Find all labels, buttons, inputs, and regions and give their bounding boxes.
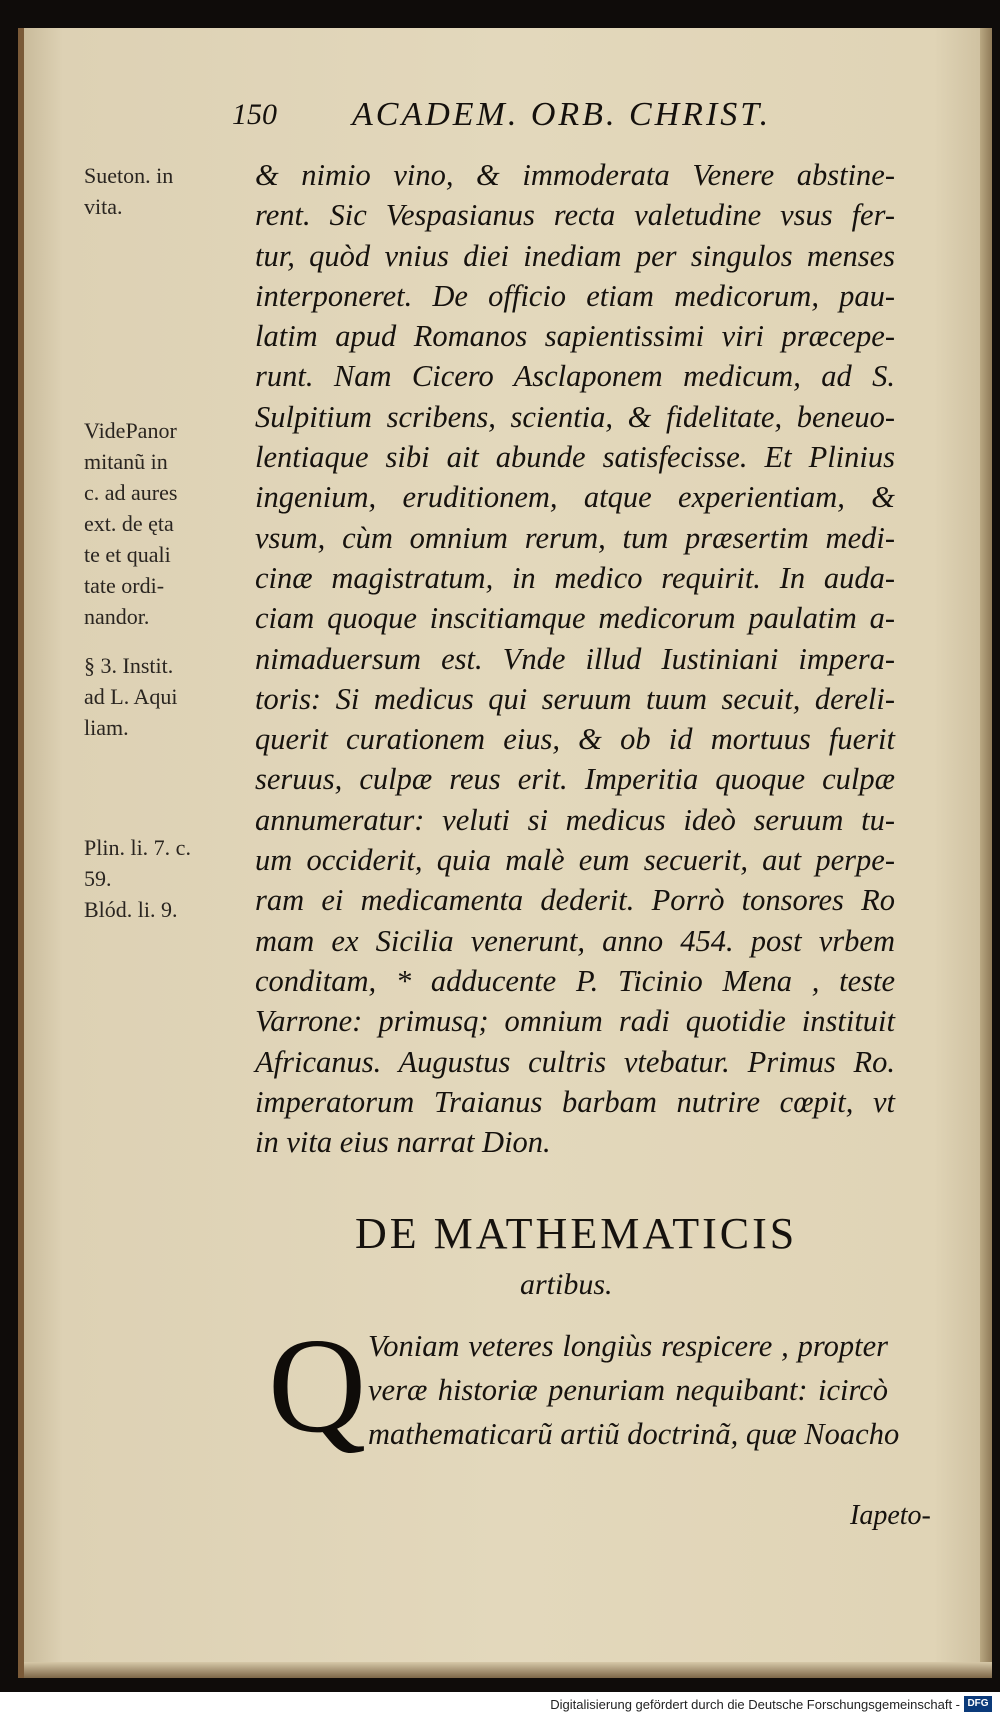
page-number: 150 (232, 98, 277, 131)
text-line: tur, quòd vnius diei inediam per singulos menses (255, 238, 895, 273)
marginal-note-line: mitanũ in (84, 449, 168, 474)
text-line: nimaduersum est. Vnde illud Iustiniani impera- (255, 641, 895, 676)
text-line: & nimio vino, & immoderata Venere abstine- (255, 158, 895, 192)
running-title: ACADEM. ORB. CHRIST. (352, 96, 772, 133)
marginal-note-line: te et quali (84, 542, 171, 567)
text-line: runt. Nam Cicero Asclaponem medicum, ad S. (255, 359, 895, 394)
text-line: veræ historiæ penuriam nequibant: icircò (368, 1373, 888, 1407)
marginal-note-line: Blód. li. 9. (84, 897, 178, 922)
dfg-logo: DFG (964, 1696, 992, 1712)
marginal-note (84, 832, 249, 925)
text-line: ram ei medicamenta dederit. Porrò tonsores Ro (255, 883, 895, 918)
text-line: lentiaque sibi ait abunde satisfecisse. Et Plinius (255, 440, 895, 475)
text-line: Voniam veteres longiùs respicere , propter (368, 1329, 888, 1363)
marginal-note (84, 650, 249, 743)
text-line: querit curationem eius, & ob id mortuus fuerit (255, 722, 895, 757)
funding-credit: Digitalisierung gefördert durch die Deutsche Forschungsgemeinschaft - (550, 1697, 960, 1712)
marginal-note-line: tate ordi- (84, 573, 165, 598)
marginal-note-line: nandor. (84, 604, 150, 629)
marginal-note-line: 59. (84, 866, 112, 891)
text-line: Africanus. Augustus cultris vtebatur. Primus Ro. (255, 1044, 895, 1079)
text-line: mathematicarũ artiũ doctrinã, quæ Noacho (368, 1417, 900, 1451)
section-heading: DE MATHEMATICIS (355, 1209, 798, 1258)
drop-cap-initial: Q (268, 1311, 367, 1461)
text-line: Sulpitium scribens, scientia, & fidelitate, beneuo- (255, 399, 895, 434)
marginal-note-line: § 3. Instit. (84, 653, 174, 678)
section-subheading: artibus. (520, 1268, 613, 1301)
text-line: imperatorum Traianus barbam nutrire cœpit, vt (255, 1084, 895, 1119)
text-line: Varrone: primusq; omnium radi quotidie instituit (255, 1004, 895, 1039)
footer-strip (0, 1692, 1000, 1718)
catchword: Iapeto- (850, 1500, 931, 1531)
text-line: mam ex Sicilia venerunt, anno 454. post vrbem (255, 923, 895, 958)
text-line: latim apud Romanos sapientissimi viri præcepe- (255, 319, 895, 354)
text-line: ciam quoque inscitiamque medicorum paulatim a- (255, 601, 895, 636)
text-line: um occiderit, quia malè eum secuerit, aut perpe- (255, 843, 895, 878)
page-edge-bottom (24, 1662, 992, 1678)
marginal-note-line: Plin. li. 7. c. (84, 835, 191, 860)
marginal-note-line: c. ad aures (84, 480, 178, 505)
marginal-note-line: ad L. Aqui (84, 684, 178, 709)
text-line: interponeret. De officio etiam medicorum, pau- (255, 278, 895, 313)
text-line: conditam, * adducente P. Ticinio Mena , teste (255, 963, 895, 998)
text-line: rent. Sic Vespasianus recta valetudine vsus fer- (255, 198, 895, 233)
text-line: toris: Si medicus qui seruum tuum secuit, dereli- (255, 681, 895, 716)
text-line: ingenium, eruditionem, atque experientiam, & (255, 480, 895, 515)
page-edge-right (980, 28, 992, 1678)
text-line: annumeratur: veluti si medicus ideò seruum tu- (255, 802, 895, 837)
marginal-note-line: liam. (84, 715, 129, 740)
text-line: seruus, culpæ reus erit. Imperitia quoque culpæ (255, 762, 895, 797)
marginal-note (84, 160, 249, 222)
main-text-block (255, 155, 895, 1162)
text-line: vsum, cùm omnium rerum, tum præsertim medi- (255, 520, 895, 555)
section-paragraph (368, 1324, 900, 1456)
page-header (232, 96, 882, 146)
marginal-note-line: VidePanor (84, 418, 177, 443)
marginal-note-line: ext. de ęta (84, 511, 174, 536)
text-line: cinæ magistratum, in medico requirit. In auda- (255, 560, 895, 595)
marginal-note-line: Sueton. in (84, 163, 174, 188)
marginal-note-line: vita. (84, 194, 123, 219)
text-line: in vita eius narrat Dion. (255, 1125, 551, 1160)
marginal-note (84, 415, 249, 632)
